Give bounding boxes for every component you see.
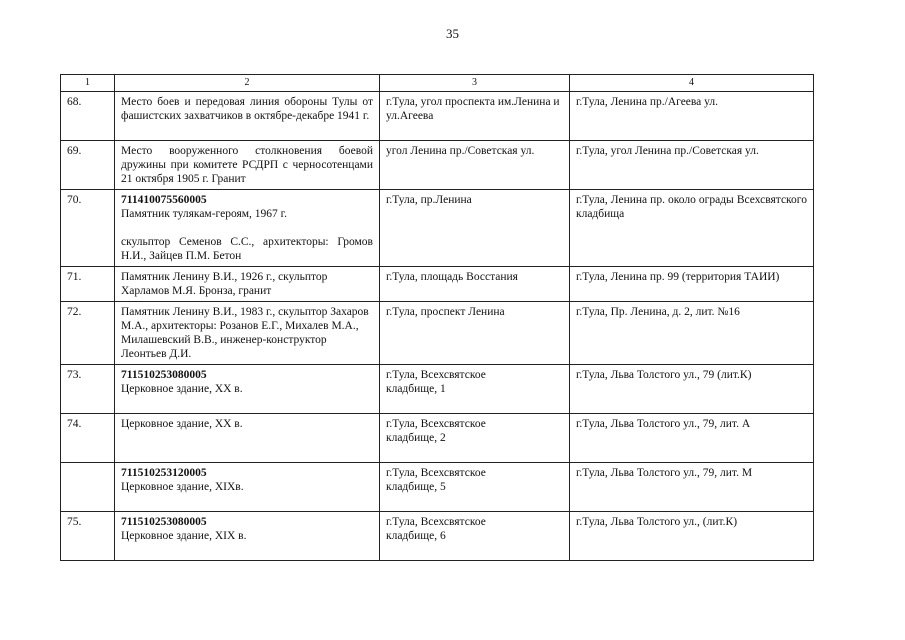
- object-address: [380, 141, 570, 190]
- description-line: Место боев и передовая линия обороны Тулы от фашистских захватчиков в октябре-декабре 1941 г.: [121, 96, 373, 122]
- row-number: 71.: [61, 267, 115, 302]
- header-col-3: 3: [380, 75, 570, 92]
- location-line: г.Тула, Пр. Ленина, д. 2, лит. №16: [576, 306, 740, 318]
- description-line: Церковное здание, XIXв.: [121, 481, 244, 493]
- object-description: [115, 414, 380, 463]
- object-address: [380, 414, 570, 463]
- object-location: [570, 267, 814, 302]
- object-location: [570, 463, 814, 512]
- object-address: [380, 302, 570, 365]
- object-location: [570, 302, 814, 365]
- row-number: 75.: [61, 512, 115, 561]
- header-col-1: 1: [61, 75, 115, 92]
- address-line: г.Тула, пр.Ленина: [386, 194, 472, 206]
- object-description: [115, 463, 380, 512]
- row-number: 69.: [61, 141, 115, 190]
- object-address: [380, 512, 570, 561]
- object-address: [380, 190, 570, 267]
- address-line: угол Ленина пр./Советская ул.: [386, 145, 535, 157]
- row-number: [61, 463, 115, 512]
- object-description: [115, 302, 380, 365]
- address-line: кладбище, 1: [386, 383, 446, 395]
- address-line: г.Тула, Всехсвятское: [386, 418, 486, 430]
- registry-code: 711410075560005: [121, 194, 207, 206]
- object-location: [570, 414, 814, 463]
- object-address: [380, 463, 570, 512]
- table-row: [61, 302, 814, 365]
- location-line: г.Тула, Ленина пр. около ограды Всехсвятского кладбища: [576, 194, 807, 220]
- object-location: [570, 365, 814, 414]
- registry-code: 711510253080005: [121, 369, 207, 381]
- object-address: [380, 267, 570, 302]
- object-description: [115, 141, 380, 190]
- location-line: г.Тула, Ленина пр. 99 (территория ТАИИ): [576, 271, 780, 283]
- row-number: 70.: [61, 190, 115, 267]
- description-line: Памятник Ленину В.И., 1926 г., скульптор Харламов М.Я. Бронза, гранит: [121, 271, 328, 297]
- address-line: г.Тула, угол проспекта им.Ленина и ул.Агеева: [386, 96, 560, 122]
- row-number: 72.: [61, 302, 115, 365]
- table-row: [61, 267, 814, 302]
- address-line: г.Тула, Всехсвятское: [386, 467, 486, 479]
- description-line: Церковное здание, XIX в.: [121, 530, 247, 542]
- description-line: Памятник тулякам-героям, 1967 г.: [121, 208, 287, 220]
- object-location: [570, 92, 814, 141]
- location-line: г.Тула, Ленина пр./Агеева ул.: [576, 96, 719, 108]
- location-line: г.Тула, Льва Толстого ул., 79 (лит.К): [576, 369, 752, 381]
- table-row: [61, 414, 814, 463]
- object-description: [115, 267, 380, 302]
- description-line: Церковное здание, XX в.: [121, 418, 243, 430]
- object-location: [570, 190, 814, 267]
- description-line: Памятник Ленину В.И., 1983 г., скульптор Захаров М.А., архитекторы: Розанов Е.Г., Михалев М.А., Милашевский В.В., инженер-конструктор Леонтьев Д.И.: [121, 306, 369, 360]
- address-line: г.Тула, Всехсвятское: [386, 369, 486, 381]
- table-row: [61, 190, 814, 267]
- description-line: Церковное здание, XX в.: [121, 383, 243, 395]
- row-number: 73.: [61, 365, 115, 414]
- description-gap: [121, 221, 373, 235]
- table-row: [61, 463, 814, 512]
- location-line: г.Тула, угол Ленина пр./Советская ул.: [576, 145, 759, 157]
- object-address: [380, 92, 570, 141]
- address-line: г.Тула, Всехсвятское: [386, 516, 486, 528]
- header-row: [61, 75, 814, 92]
- description-line: Место вооруженного столкновения боевой дружины при комитете РСДРП с черносотенцами 21 октября 1905 г. Гранит: [121, 145, 373, 185]
- object-location: [570, 512, 814, 561]
- location-line: г.Тула, Льва Толстого ул., 79, лит. А: [576, 418, 751, 430]
- address-line: г.Тула, площадь Восстания: [386, 271, 518, 283]
- header-col-4: 4: [570, 75, 814, 92]
- row-number: 74.: [61, 414, 115, 463]
- registry-code: 711510253080005: [121, 516, 207, 528]
- object-description: [115, 512, 380, 561]
- object-description: [115, 92, 380, 141]
- table-row: [61, 512, 814, 561]
- address-line: г.Тула, проспект Ленина: [386, 306, 505, 318]
- object-description: [115, 190, 380, 267]
- object-description: [115, 365, 380, 414]
- object-address: [380, 365, 570, 414]
- description-line: скульптор Семенов С.С., архитекторы: Громов Н.И., Зайцев П.М. Бетон: [121, 236, 373, 262]
- heritage-registry-table: [60, 74, 814, 561]
- registry-code: 711510253120005: [121, 467, 207, 479]
- header-col-2: 2: [115, 75, 380, 92]
- table-row: [61, 365, 814, 414]
- location-line: г.Тула, Льва Толстого ул., 79, лит. М: [576, 467, 753, 479]
- address-line: кладбище, 2: [386, 432, 446, 444]
- address-line: кладбище, 6: [386, 530, 446, 542]
- table-row: [61, 92, 814, 141]
- table-row: [61, 141, 814, 190]
- page-number: 35: [446, 26, 459, 41]
- location-line: г.Тула, Льва Толстого ул., (лит.К): [576, 516, 738, 528]
- object-location: [570, 141, 814, 190]
- row-number: 68.: [61, 92, 115, 141]
- address-line: кладбище, 5: [386, 481, 446, 493]
